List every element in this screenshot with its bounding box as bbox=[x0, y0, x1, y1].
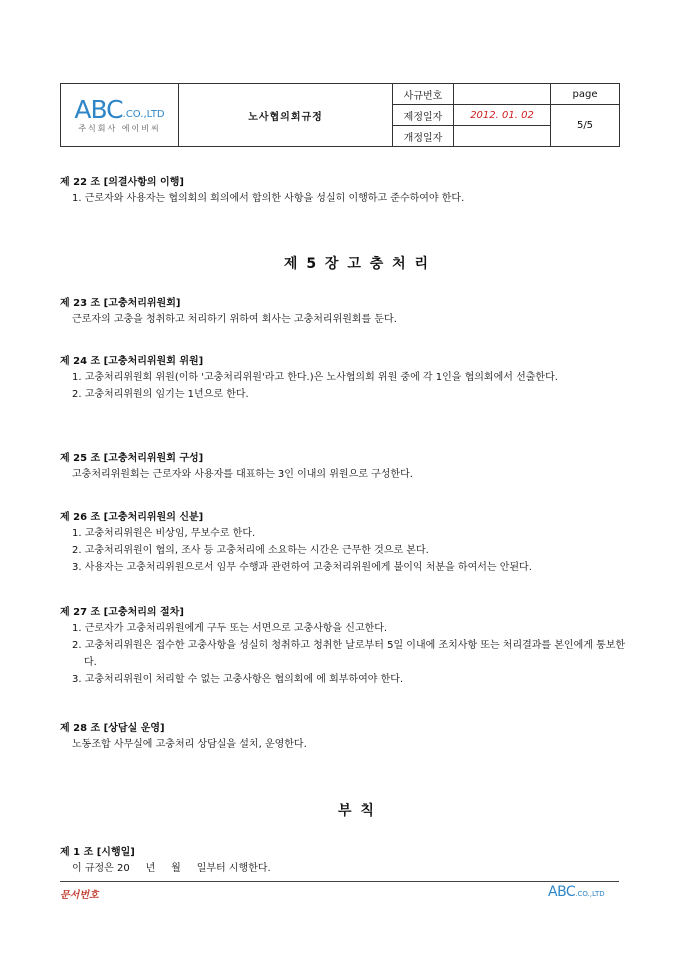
article-25 bbox=[60, 452, 630, 483]
article-item: 3. 고충처리위원이 처리할 수 없는 고충사항은 협의회에 에 회부하여야 한다. bbox=[72, 674, 404, 685]
article-body: 고충처리위원회는 근로자와 사용자를 대표하는 3인 이내의 위원으로 구성한다. bbox=[72, 469, 413, 480]
article-title: 제 1 조 [시행일] bbox=[60, 847, 135, 858]
revise-date-label: 개정일자 bbox=[393, 126, 454, 147]
company-logo-cell bbox=[61, 84, 179, 147]
article-item: 1. 고충처리위원회 위원(이하 '고충처리위원'라고 한다.)은 노사협의회 위원 중에 각 1인을 협의회에서 선출한다. bbox=[72, 372, 558, 383]
footer-company-logo: ABC.CO.,LTD bbox=[548, 884, 605, 900]
revise-date-value bbox=[454, 126, 551, 147]
article-item: 1. 고충처리위원은 비상임, 무보수로 한다. bbox=[72, 528, 256, 539]
article-title: 제 24 조 [고충처리위원회 위원] bbox=[60, 356, 204, 367]
article-title: 제 26 조 [고충처리위원의 신분] bbox=[60, 512, 204, 523]
article-item: 2. 고충처리위원은 접수한 고충사항을 성실히 청취하고 청취한 날로부터 5일 이내에 조치사항 또는 처리결과를 본인에게 통보한다. bbox=[72, 640, 626, 668]
article-title: 제 22 조 [의결사항의 이행] bbox=[60, 177, 184, 188]
document-header bbox=[60, 83, 620, 147]
article-24 bbox=[60, 355, 630, 403]
company-logo: ABC.CO.,LTD bbox=[74, 94, 165, 124]
article-item: 3. 사용자는 고충처리위원으로서 임무 수행과 관련하여 고충처리위원에게 불이익 처분을 하여서는 안된다. bbox=[72, 562, 532, 573]
article-body: 이 규정은 20 년 월 일부터 시행한다. bbox=[72, 863, 271, 874]
document-number-label: 문서번호 bbox=[60, 890, 99, 901]
footer-divider bbox=[60, 881, 619, 882]
page-number: 5/5 bbox=[551, 105, 620, 147]
article-item: 1. 근로자가 고충처리위원에게 구두 또는 서면으로 고충사항을 신고한다. bbox=[72, 623, 388, 634]
company-name: 주식회사 에이비씨 bbox=[78, 123, 161, 133]
article-26 bbox=[60, 511, 630, 576]
article-27 bbox=[60, 606, 630, 688]
article-title: 제 27 조 [고충처리의 절차] bbox=[60, 607, 184, 618]
document-title: 노사협의회규정 bbox=[179, 84, 393, 147]
rule-number-value bbox=[454, 84, 551, 105]
enact-date-label: 제정일자 bbox=[393, 105, 454, 126]
rule-number-label: 사규번호 bbox=[393, 84, 454, 105]
addenda-article-1 bbox=[60, 846, 630, 877]
article-title: 제 28 조 [상담실 운영] bbox=[60, 723, 165, 734]
article-item: 2. 고충처리위원이 협의, 조사 등 고충처리에 소요하는 시간은 근무한 것으로 본다. bbox=[72, 545, 429, 556]
article-body: 노동조합 사무실에 고충처리 상담실을 설치, 운영한다. bbox=[72, 739, 307, 750]
article-title: 제 25 조 [고충처리위원회 구성] bbox=[60, 453, 204, 464]
article-body: 근로자의 고충을 청취하고 처리하기 위하여 회사는 고충처리위원회를 둔다. bbox=[72, 314, 397, 325]
addenda-heading: 부 칙 bbox=[338, 803, 376, 819]
article-item: 2. 고충처리위원의 임기는 1년으로 한다. bbox=[72, 389, 249, 400]
page-label: page bbox=[551, 84, 620, 105]
article-23 bbox=[60, 297, 630, 328]
article-22 bbox=[60, 176, 630, 207]
enact-date-value: 2012. 01. 02 bbox=[454, 105, 551, 126]
article-28 bbox=[60, 722, 630, 753]
article-title: 제 23 조 [고충처리위원회] bbox=[60, 298, 181, 309]
article-item: 1. 근로자와 사용자는 협의회의 회의에서 합의한 사항을 성실히 이행하고 준수하여야 한다. bbox=[72, 193, 465, 204]
chapter-5-heading: 제 5 장 고 충 처 리 bbox=[283, 256, 431, 272]
